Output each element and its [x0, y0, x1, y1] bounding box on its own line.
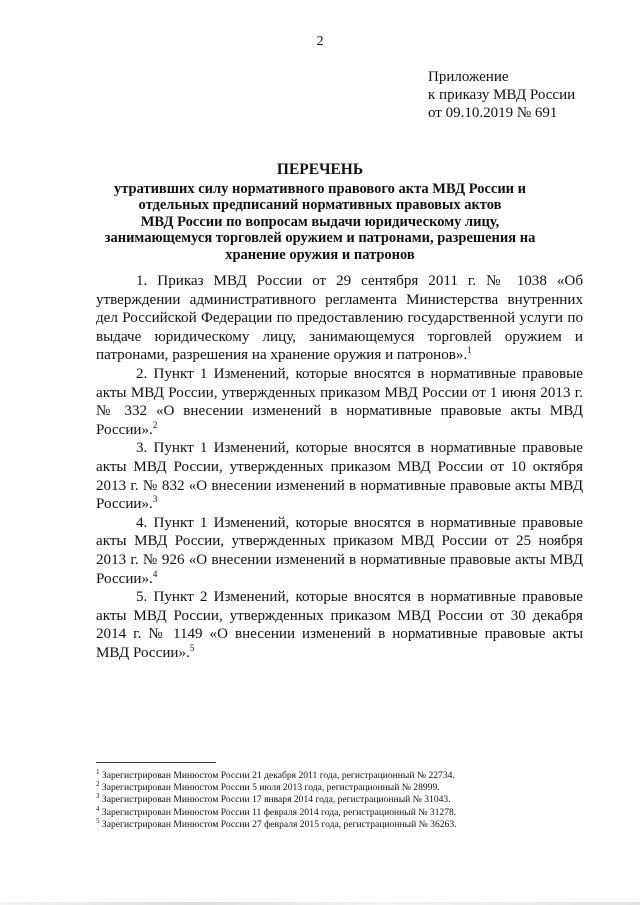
- footnotes: [96, 767, 576, 831]
- list-item: [96, 439, 583, 513]
- footnote: [96, 794, 576, 806]
- footnote-number: 3: [96, 792, 100, 801]
- heading-line: утративших силу нормативного правового акта МВД России и: [113, 180, 527, 197]
- footnote-text: Зарегистрирован Минюстом России 5 июля 2013 года, регистрационный № 28999.: [101, 782, 440, 794]
- list-item: [96, 588, 583, 662]
- list-of-acts: [96, 272, 583, 662]
- list-item-text: 2. Пункт 1 Изменений, которые вносятся в нормативные правовые акты МВД России, утвержденных приказом МВД России от 1 июня 2013 г. № 332 «О внесении изменений в нормативные правовые акты МВД России».: [96, 365, 583, 438]
- footnote-marker: 1: [467, 345, 472, 356]
- page-number: 2: [316, 34, 324, 49]
- list-item: [96, 365, 583, 439]
- list-item-text: 5. Пункт 2 Изменений, которые вносятся в нормативные правовые акты МВД России, утвержденных приказом МВД России от 30 декабря 2014 г. № 1149 «О внесении изменений в нормативные правовые акты МВД России».: [96, 589, 583, 661]
- list-item: [96, 272, 583, 365]
- heading-line: хранение оружия и патронов: [225, 246, 415, 263]
- heading-line: занимающемуся торговлей оружием и патронами, разрешения на: [104, 230, 536, 247]
- list-item-text: 4. Пункт 1 Изменений, которые вносятся в нормативные правовые акты МВД России, утвержденных приказом МВД России от 25 ноября 2013 г. № 926 «О внесении изменений в нормативные правовые акты МВД России».: [96, 514, 583, 587]
- footnote-number: 1: [96, 767, 100, 776]
- footnote-marker: 4: [152, 568, 158, 579]
- footnote-number: 2: [96, 780, 100, 789]
- footnote-number: 4: [96, 804, 100, 813]
- footnote: [96, 767, 576, 782]
- footnote-text: Зарегистрирован Минюстом России 27 февраля 2015 года, регистрационный № 36263.: [101, 818, 457, 830]
- appendix-line: от 09.10.2019 № 691: [428, 105, 558, 121]
- footnote-divider: [96, 762, 216, 763]
- list-item: [96, 514, 583, 588]
- appendix-line: Приложение: [428, 69, 509, 85]
- footnote: [96, 782, 576, 794]
- appendix-block: [428, 68, 575, 122]
- heading-line: МВД России по вопросам выдачи юридическому лицу,: [140, 213, 500, 230]
- footnote: [96, 816, 576, 831]
- footnote-text: Зарегистрирован Минюстом России 21 декабря 2011 года, регистрационный № 22734.: [101, 770, 455, 781]
- document-heading: [60, 162, 580, 264]
- footnote-number: 5: [96, 816, 100, 825]
- appendix-line: к приказу МВД России: [428, 87, 576, 103]
- list-item-text: 1. Приказ МВД России от 29 сентября 2011 г. № 1038 «Об утверждении административного регламента Министерства внутренних дел Российской Федерации по предоставлению государственной услуги по выдаче юридическому лицу, занимающемуся торговлей оружием и патронами, разрешения на хранение оружия и патронов».: [96, 273, 583, 364]
- list-item-text: 3. Пункт 1 Изменений, которые вносятся в нормативные правовые акты МВД России, утвержденных приказом МВД России от 10 октября 2013 г. № 832 «О внесении изменений в нормативные правовые акты МВД России».: [96, 440, 583, 513]
- footnote-marker: 3: [152, 494, 158, 505]
- footnote: [96, 804, 576, 819]
- heading-line: отдельных предписаний нормативных правовых актов: [138, 197, 502, 214]
- footnote-marker: 5: [189, 642, 195, 653]
- footnote-marker: 2: [152, 419, 158, 430]
- document-title: ПЕРЕЧЕНЬ: [276, 161, 364, 178]
- footnote-text: Зарегистрирован Минюстом России 17 января 2014 года, регистрационный № 31043.: [101, 794, 451, 806]
- footnote-text: Зарегистрирован Минюстом России 11 февраля 2014 года, регистрационный № 31278.: [101, 806, 457, 818]
